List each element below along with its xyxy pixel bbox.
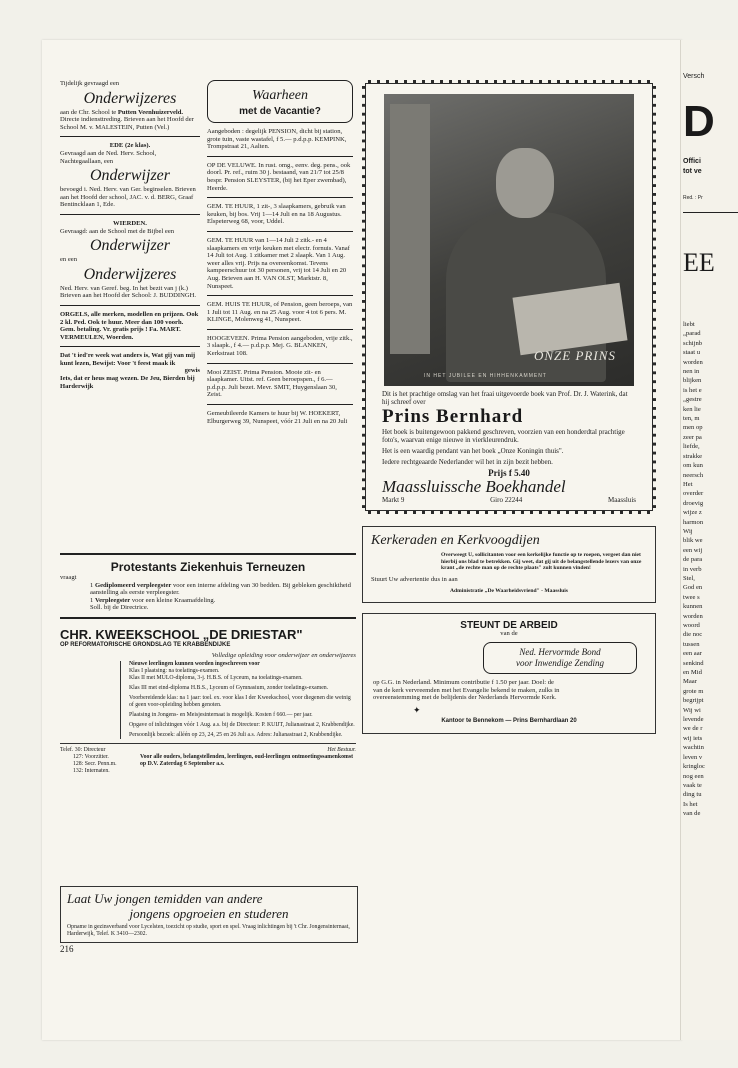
ad-ede: EDE (2e klas). Gevraagd aan de Ned. Herv. School, Nachtegaallaan, een Onderwijzer bevoegd i. Ned. Herv. van Ger. beginselen. Brieven aan het Hoofd der school, JAC. v. d. BERG, Graaf Bentincklaan 1, Ede.	[60, 142, 196, 209]
adjacent-page-line: tussen	[683, 640, 700, 648]
adjacent-page-line: nog een	[683, 772, 704, 780]
adjacent-page-line: grote m	[683, 687, 704, 695]
adjacent-page-line: „gestre	[683, 396, 702, 404]
adjacent-page-line: Is het	[683, 800, 698, 808]
adjacent-page-line: God en	[683, 584, 703, 592]
right-column	[362, 80, 656, 734]
adjacent-page-line: levende	[683, 716, 704, 724]
adjacent-page-line: woord	[683, 622, 700, 629]
adjacent-page-line: nen in	[683, 368, 700, 376]
adjacent-page-line: we de r	[683, 725, 703, 733]
adjacent-page-line: Stel,	[683, 574, 695, 582]
classifieds-column-2: Waarheen met de Vacantie? Aangeboden : degelijk PENSION, dicht bij station, grote tuin, vaste wastafel, f 5.— p.d.p.p. KEMPINK, Trompstraat 21, Aalten. OP DE VELUWE. In rust. omg., eenv. deg. pens., ook doorl. Pr. ref., ruim 30 j. bestaand, van 21/7 tot 25/8 bespr. Pension SLEYSTER, (bij het Eper zwembad), Heerde. GEM. TE HUUR, 1 zit-, 3 slaapkamers, gebruik van keuken, bij bos. Vrij 1—14 Juli en na 18 Augustus. Elspeterweg 68, voor, Uddel. GEM. TE HUUR van 1—14 Juli 2 zitk.- en 4 slaapkamers en vrije keuken met electr. fornuis. Vanaf 14 Juli tot Aug. 1 zitkamer met 2 slaapk. Van 1 Aug. weer alles vrij. Prijs na overeenkomst. Tevens kampeerschuur tot 30 personen, vrij tot 14 Juli en 20 Aug. Brieven aan H. VAN OLST, Marktstr. 8, Nunspeet. GEM. HUIS TE HUUR, of Pension, geen beroeps, van 1 Juli tot 11 Aug. en na 25 Aug. voor 4 tot 6 pers. M. KLINGE, Molenweg 41, Nunspeet. HOOGEVEEN. Prima Pension aangeboden, vrije zitk., 3 slaapk., f 4.— p.d.p.p. Mej. G. BLANKEN, Kerkstraat 108. Mooi ZEIST. Prima Pension. Mooie zit- en slaapkamer. Uitst. ref. Geen beroepspen., f 6.— p.d.p.p. Juli bezet. Mevr. SMIT, Huygenslaan 30, Zeist. Gemeubileerde Kamers te huur bij W. HOEKERT, Elburgerweg 39, Nunspeet, vóór 21 Juli en na 20 Juli	[207, 80, 353, 429]
adjacent-page-line: ten, m	[683, 415, 700, 423]
adjacent-page-line: schijnb	[683, 339, 703, 347]
adjacent-page-line: harmon	[683, 518, 704, 526]
adjacent-page-line: kringloc	[683, 763, 705, 771]
adjacent-page-line: in verb	[683, 565, 702, 573]
page-number: 216	[60, 944, 74, 954]
vacantie-box: Waarheen met de Vacantie?	[207, 80, 353, 123]
adjacent-page-line: droevig	[683, 499, 704, 507]
classifieds-column-1	[60, 80, 200, 390]
adjacent-page-line: men op	[683, 424, 703, 432]
adjacent-page-line: Wij	[683, 527, 693, 535]
ad-slogan: Dat 't ied're week wat anders is, Wat gij van mij kunt lezen, Bewijst: Voor 't feest maak ik gewis Iets, dat er heus mag wezen. De Jeu, Bierden bij Harderwijk	[60, 352, 200, 390]
adjacent-page-line: worden	[683, 612, 703, 620]
book-ad-title: Prins Bernhard	[382, 406, 524, 427]
adjacent-page-line: is het e	[683, 386, 702, 394]
dove-icon: ✦	[413, 704, 421, 715]
adjacent-page-line: leven v	[683, 753, 703, 761]
harderwijk-ad: Laat Uw jongen temidden van andere jongens opgroeien en studeren Opname in gezinsverband voor Lycelsten, toezicht op studie, sport en spel. Vraag inlichtingen bij 't Chr. Jongensinternaat, Harderwijk, Telef. K 3410—2302.	[60, 886, 358, 943]
adjacent-page-line: die noc	[683, 631, 703, 639]
adjacent-page-line: kunnen	[683, 603, 703, 611]
adjacent-page-line: staat u	[683, 349, 701, 357]
kerkeraden-ad: Kerkeraden en Kerkvoogdijen Overweegt U, sollicitanten voor een kerkelijke functie op te roepen, vergeet dan niet hierbij ons blad te betrekken. Gij weet, dat gij uit de belangstellende lezers van onze krant „de rechte man op de rechte plaats" zult kunnen vinden! Stuurt Uw advertentie dus in aan Administratie „De Waarheidsvriend" - Maassluis	[362, 526, 656, 603]
adjacent-page-line: om kun	[683, 462, 703, 470]
ad-wierden: WIERDEN. Gevraagd: aan de School met de Bijbel een Onderwijzer en een Onderwijzeres Ned. Herv. van Geref. beg. In het bezit van j (k.) Brieven aan het Hoofd der School: J. BUDDINGH.	[60, 219, 197, 300]
adjacent-page-line: Het	[683, 480, 693, 488]
adjacent-page-line: strakke	[683, 452, 703, 460]
adjacent-page-line: Wij wi	[683, 706, 701, 714]
adjacent-page-line: neersch	[683, 471, 704, 479]
terneuzen-ad: Protestants Ziekenhuis Terneuzen vraagt 1 Gediplomeerd verpleegster voor een interne afdeling van 30 bedden. Bij gebleken geschiktheid aanstelling als eerste verpleegster. 1 Verpleegster voor een kleine Kraamafdeling. Soll. bij de Directrice.	[60, 548, 356, 624]
book-cover-subtitle: IN HET JUBILEE EN HIHHENKAMMENT	[424, 373, 547, 379]
ad-orgels: ORGELS, alle merken, modellen en prijzen. Ook 2 kl. Ped. Ook te huur. Meer dan 100 voorh. Gem. betaling. Vr. gratis prijs ! Fa. MART. VERMEULEN, Woerden.	[60, 310, 199, 341]
adjacent-page-line: twee s	[683, 593, 700, 601]
adjacent-page-line: ken lie	[683, 405, 701, 413]
book-cover-photo	[384, 94, 634, 386]
adjacent-page-line: wij iets	[683, 734, 703, 742]
adjacent-page-line: begrijpt	[683, 697, 704, 705]
adjacent-page-line: wijze z	[683, 509, 702, 517]
adjacent-page: Versch D Offici tot ve Red. : Pr EE liebt „parad schijnb staat u worden nen in blijken is het e „gestre ken lie ten, m men op zeer pa liefde, strakke om kun neersch Het overder droevig wijze z harmon Wij blik we een wij de para in verb Stel, God en twee s kunnen worden woord die noc tussen een aar senkind en Mid Maar grote m begrijpt Wij wi levende we de r wij iets wachtin leven v kringloc nog een vaak te ding tu Is het van de	[680, 40, 738, 1040]
adjacent-page-line: vaak te	[683, 781, 702, 789]
adjacent-page-line: blik we	[683, 537, 703, 545]
adjacent-page-line: een aar	[683, 650, 702, 658]
book-ad: ONZE PRINS IN HET JUBILEE EN HIHHENKAMMENT Dit is het prachtige omslag van het fraai uitgevoerde boek van Prof. Dr. J. Waterink, dat hij schreef over Prins Bernhard Het boek is buitengewoon pakkend geschreven, voorzien van een honderdtal prachtige foto's, waarvan enige nieuwe in vierkleurendruk. Het is een waardig pendant van het boek „Onze Koningin thuis". Iedere rechtgeaarde Nederlander wil het in zijn bezit hebben. Prijs f 5.40 Maassluissche Boekhandel Markt 9 Giro 22244 Maassluis	[362, 80, 656, 514]
adjacent-page-line: senkind	[683, 659, 704, 667]
adjacent-page-line: van de	[683, 810, 701, 818]
steunt-de-arbeid-ad: STEUNT DE ARBEID van de Ned. Hervormde Bond voor Inwendige Zending op G.G. in Nederland. Minimum contributie f 1.50 per jaar. Doel: de van de kerk vervreemden met het Evangelie bekend te maken, zulks in overeenstemming met de belijdenis der Nederlands Hervormde Kerk. ✦ Kantoor te Bennekom — Prins Bernhardlaan 20	[362, 613, 656, 734]
adjacent-page-line: „parad	[683, 330, 701, 338]
adjacent-page-line: worden	[683, 358, 703, 366]
book-cover-title: ONZE PRINS	[534, 348, 616, 363]
adjacent-page-line: liebt	[683, 321, 695, 328]
adjacent-page-line: een wij	[683, 546, 703, 554]
adjacent-page-line: ding tu	[683, 791, 702, 799]
adjacent-page-line: zeer pa	[683, 433, 702, 441]
adjacent-page-line: liefde,	[683, 443, 700, 451]
adjacent-page-line: overder	[683, 490, 704, 498]
adjacent-page-line: blijken	[683, 377, 702, 385]
adjacent-page-line: Maar	[683, 678, 697, 686]
adjacent-page-line: de para	[683, 556, 703, 564]
adjacent-page-line: wachtin	[683, 744, 704, 752]
bookshop-name: Maassluissche Boekhandel	[382, 477, 566, 496]
driestar-ad: CHR. KWEEKSCHOOL „DE DRIESTAR" OP REFORMATORISCHE GRONDSLAG TE KRABBENDIJKE Volledige opleiding voor onderwijzer en onderwijzeres Nieuwe leerlingen kunnen worden ingeschreven voor Klas I plaatsing: na toelatings-examen. Klas II met MULO-diploma, 3-j. H.B.S. of Lyceum, na toelatings-examen. Klas III met eind-diploma H.B.S., Lyceum of Gymnasium, zonder toelatings-examen. Voorbereidende klas: na 1 jaar: toel. ex. voor klas I der Kweekschool, voor diegenen die weinig of geen voor-opleiding hebben genoten. Plaatsing in Jongens- en Meisjesinternaat is mogelijk. Kosten f 660.— per jaar. Opgave of inlichtingen vóór 1 Aug. a.s. bij de Directeur: P. KUIJT, Julianastraat 2, Krabbendijke. Persoonlijk bezoek: alléén op 23, 24, 25 en 26 Juli a.s. Adres: Julianastraat 2, Krabbendijke. Telef. 30: Directeur 127: Voorzitter. 128: Secr. Penn.m. 132: Internaten. Het Bestuur. Voor alle ouders, belangstellenden, leerlingen, oud-leerlingen ontmoetingssamenkomst op D.V. Zaterdag 6 September a.s.	[60, 627, 356, 774]
adjacent-page-line: en Mid	[683, 669, 702, 677]
ad-onderwijzeres-putten: Tijdelijk gevraagd een Onderwijzeres aan de Chr. School te Putten Veenhuizerveld. Directe indiensttreding. Brieven aan het Hoofd der School M. v. MALESTEIN, Putten (Vel.)	[60, 80, 194, 131]
